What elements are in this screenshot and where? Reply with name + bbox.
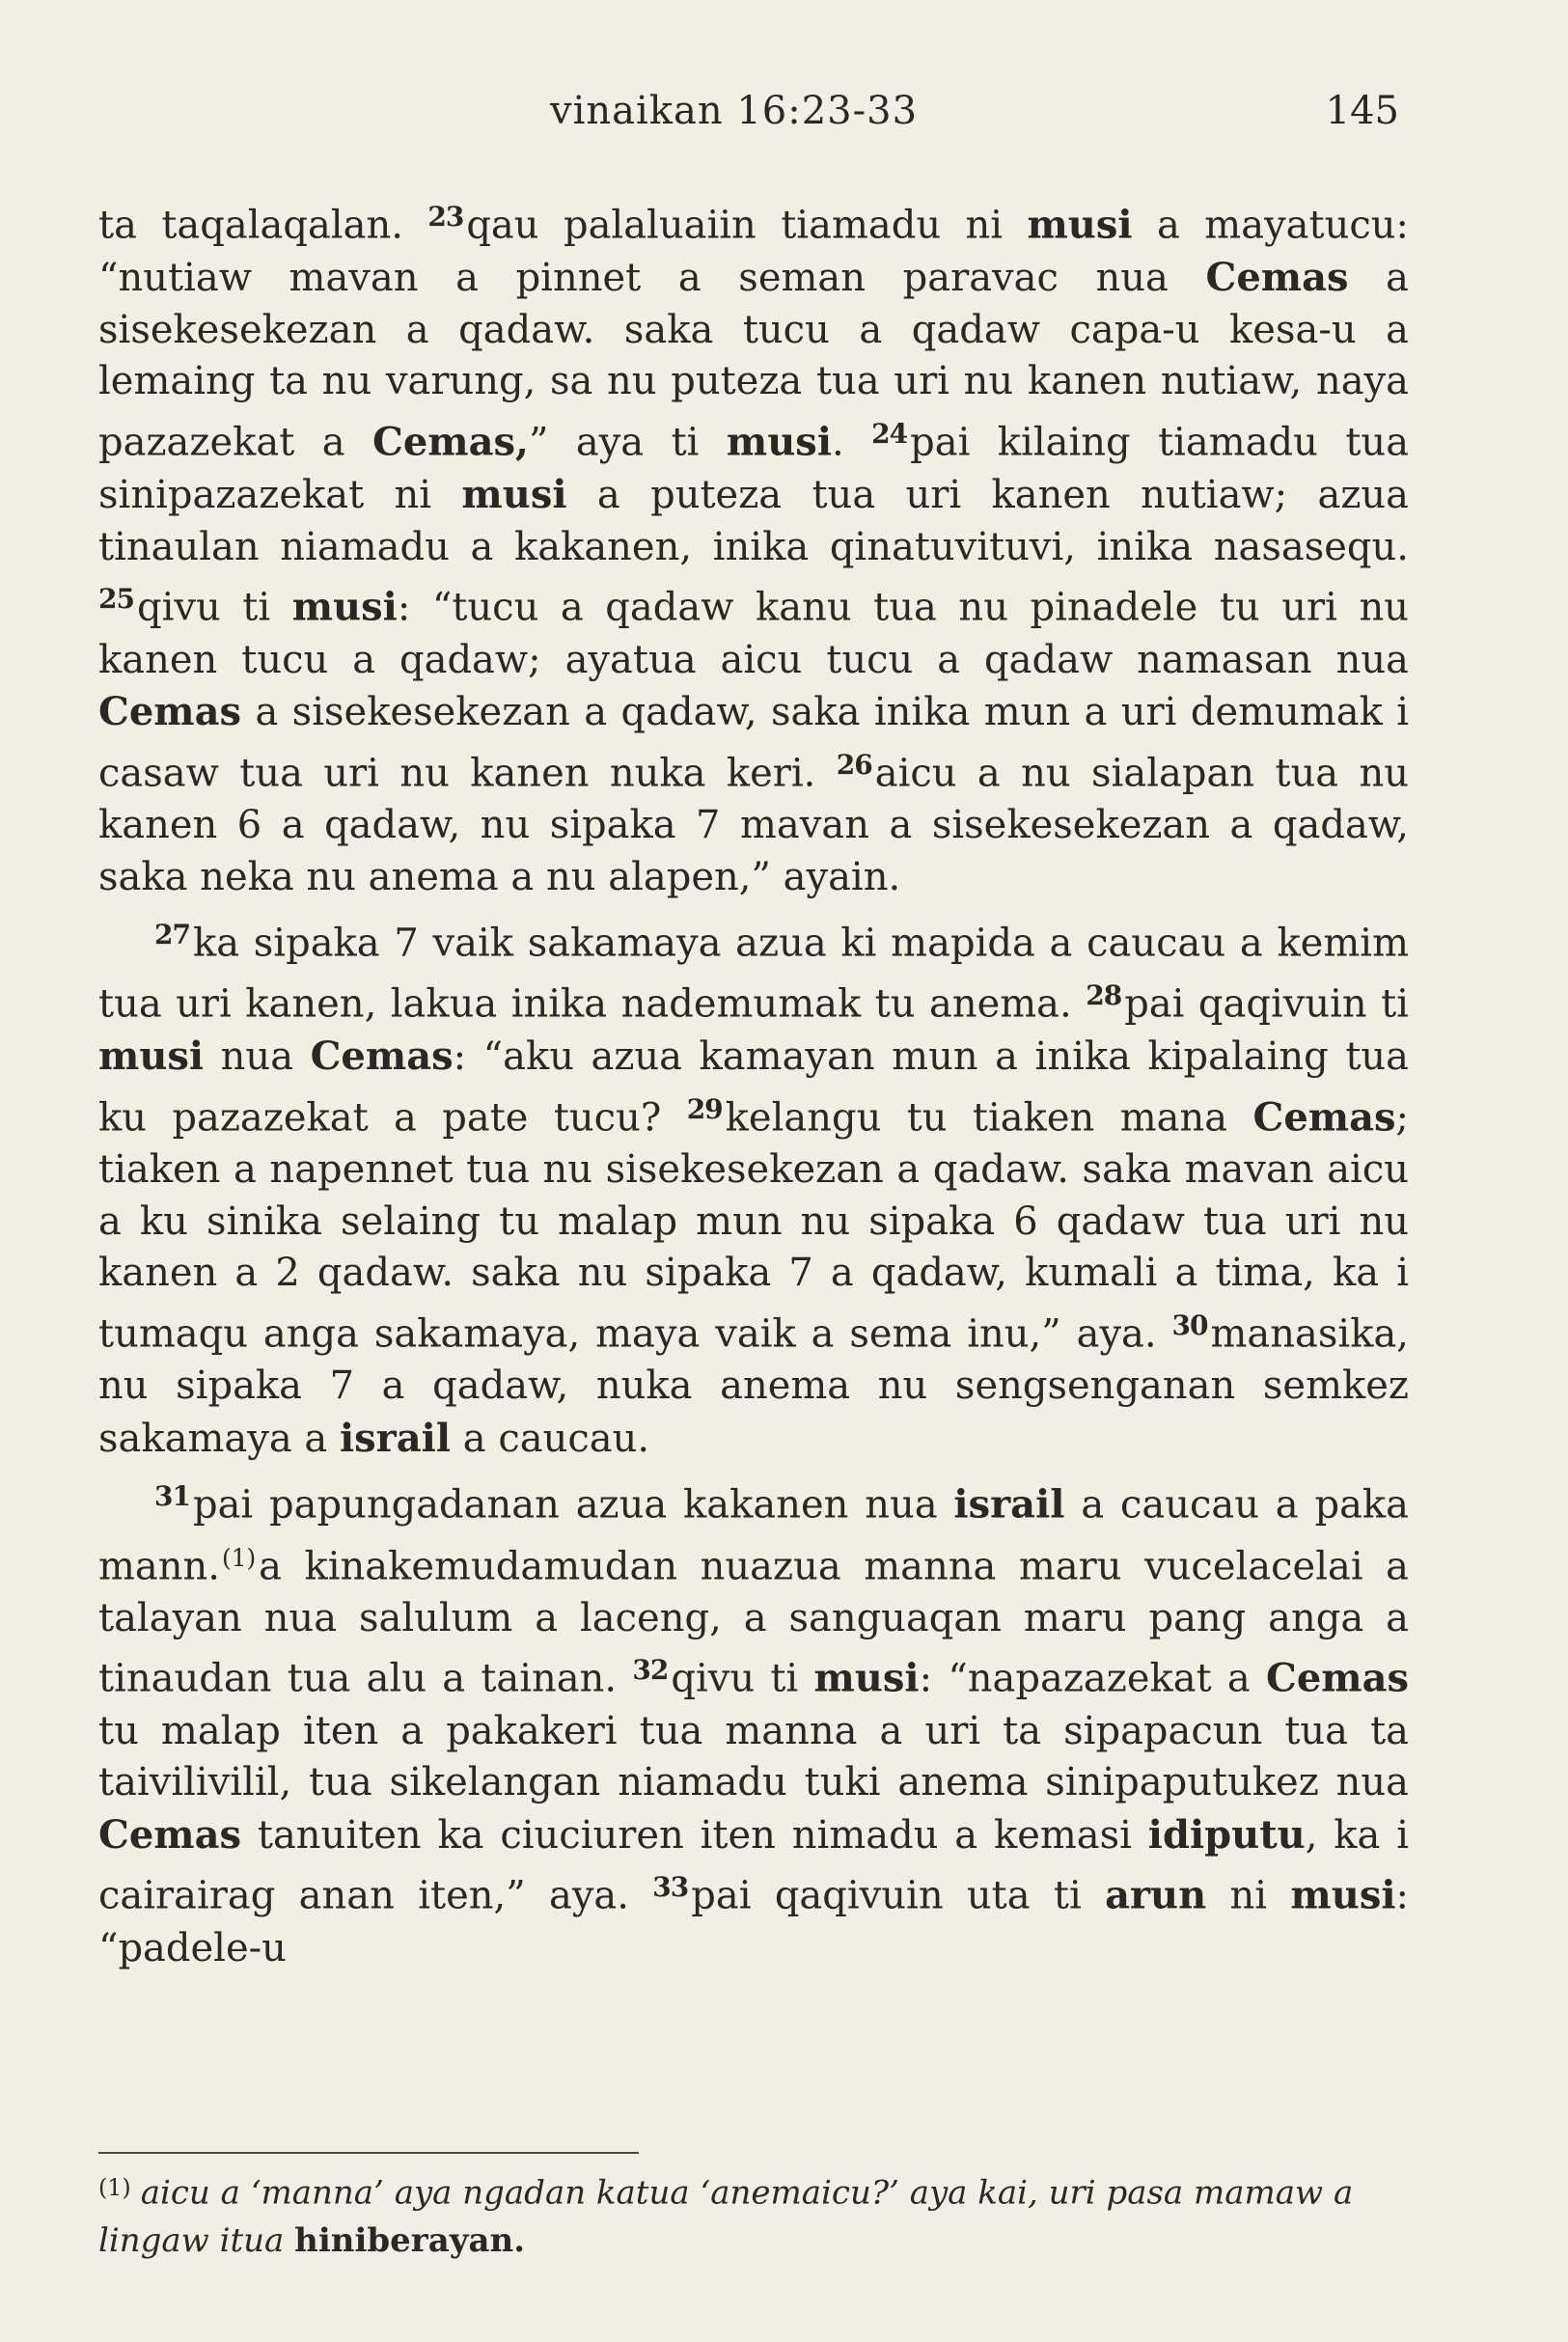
footnote-mark: (1)	[98, 2174, 131, 2201]
text-run: nua	[220, 1034, 294, 1080]
footnote-divider	[98, 2152, 639, 2154]
verse-number: 29	[686, 1093, 723, 1126]
bold-term: idiputu	[1147, 1811, 1306, 1858]
text-run: ka sipaka 7 vaik sakamaya azua ki mapida a caucau a kemim tua uri kanen, lakua inika nademumak tu anema.	[98, 921, 1409, 1027]
running-title: vinaikan 16:23-33	[550, 89, 919, 133]
verse-number: 23	[427, 201, 464, 233]
page-header	[0, 89, 1568, 147]
text-run: a sisekesekezan a qadaw. saka tucu a qadaw capa-u kesa-u a lemaing ta nu varung, sa nu puteza tua uri nu kanen nutiaw, naya pazazekat a	[98, 256, 1410, 465]
page-number: 145	[1325, 89, 1399, 133]
bold-term: musi	[1290, 1872, 1396, 1918]
text-run: a sisekesekezan a qadaw, saka inika mun a uri demumak i casaw tua uri nu kanen nuka keri.	[98, 690, 1409, 796]
main-text	[98, 191, 1409, 1980]
text-run: : “padele-u	[98, 1873, 1410, 1970]
bold-term: Cemas	[1252, 1094, 1396, 1141]
verse-number: 25	[98, 583, 134, 616]
text-run: qivu ti	[671, 1657, 799, 1701]
text-run: pai kilaing tiamadu tua sinipazazekat ni	[98, 420, 1410, 518]
bold-term: musi	[291, 584, 398, 630]
verse-number: 32	[632, 1654, 669, 1687]
text-run: aicu a nu sialapan tua nu kanen 6 a qadaw, nu sipaka 7 mavan a sisekesekezan a qadaw, saka neka nu anema a nu alapen,” ayain.	[98, 751, 1410, 899]
text-run: a caucau.	[462, 1416, 650, 1461]
text-run: ” aya ti	[528, 420, 700, 465]
footnote-reference[interactable]: (1)	[222, 1543, 257, 1572]
text-run: manasika, nu sipaka 7 a qadaw, nuka anema nu sengsenganan semkez sakamaya a	[98, 1311, 1410, 1461]
bold-term: musi	[1027, 202, 1133, 248]
bold-term: Cemas	[98, 689, 242, 735]
text-run: pai qaqivuin uta ti	[691, 1873, 1082, 1918]
verse-number: 31	[154, 1480, 190, 1513]
bold-term: israil	[339, 1415, 452, 1461]
text-run: ; tiaken a napennet tua nu sisekesekezan a qadaw. saka mavan aicu a ku sinika selaing tu malap mun nu sipaka 6 qadaw tua uri nu kanen a 2 qadaw. saka nu sipaka 7 a qadaw, kumali a tima, ka i tumaqu anga sakamaya, maya vaik a sema inu,” aya.	[98, 1095, 1410, 1357]
paragraph-3	[98, 1471, 1409, 1974]
verse-number: 30	[1171, 1309, 1208, 1342]
text-run: tanuiten ka ciuciuren iten nimadu a kemasi	[257, 1812, 1132, 1858]
text-run: , ka i cairairag anan iten,” aya.	[98, 1812, 1410, 1918]
text-run: : “tucu a qadaw kanu tua nu pinadele tu uri nu kanen tucu a qadaw; ayatua aicu tucu a qadaw namasan nua	[98, 585, 1409, 682]
text-run: a kinakemudamudan nuazua manna maru vucelacelai a talayan nua salulum a laceng, a sanguaqan maru pang anga a tinaudan tua alu a tainan.	[98, 1544, 1409, 1701]
bold-term: arun	[1105, 1872, 1207, 1918]
verse-number: 24	[871, 417, 908, 450]
text-run: qau palaluaiin tiamadu ni	[466, 203, 1004, 248]
verse-number: 27	[154, 919, 190, 951]
verse-number: 28	[1086, 979, 1122, 1012]
text-run: a puteza tua uri kanen nutiaw; azua tinaulan niamadu a kakanen, inika qinatuvituvi, inika nasasequ.	[98, 473, 1410, 569]
text-run: tu malap iten a pakakeri tua manna a uri ta sipapacun tua ta taivilivilil, tua sikelangan niamadu tuki anema sinipaputukez nua	[98, 1708, 1409, 1805]
bold-term: Cemas	[1205, 255, 1349, 301]
verse-number: 26	[836, 748, 872, 781]
bold-term: musi	[726, 419, 833, 465]
bold-term: Cemas,	[372, 419, 529, 465]
bold-term: musi	[461, 472, 567, 518]
verse-number: 33	[652, 1871, 689, 1904]
text-run: : “napazazekat a	[919, 1657, 1251, 1701]
paragraph-2	[98, 909, 1409, 1465]
bold-term: Cemas	[98, 1811, 242, 1858]
footnote-bold-term: hiniberayan.	[294, 2221, 526, 2261]
text-run: pai papungadanan azua kakanen nua	[192, 1483, 938, 1528]
text-run: a caucau a paka mann.	[98, 1483, 1409, 1589]
text-run: ni	[1229, 1873, 1268, 1918]
bold-term: Cemas	[310, 1033, 454, 1080]
footnote-text: aicu a ‘manna’ aya ngadan katua ‘anemaicu?’ aya kai, uri pasa mamaw a lingaw itua	[98, 2173, 1354, 2261]
footnote	[98, 2163, 1409, 2265]
bold-term: musi	[813, 1656, 920, 1701]
bold-term: israil	[953, 1482, 1065, 1528]
bold-term: Cemas	[1266, 1656, 1410, 1701]
text-run: qivu ti	[136, 585, 271, 630]
text-run: a mayatucu: “nutiaw mavan a pinnet a seman paravac nua	[98, 203, 1409, 301]
bold-term: musi	[98, 1033, 205, 1080]
text-run: ta taqalaqalan.	[98, 203, 403, 248]
text-run: .	[832, 420, 844, 465]
text-run: : “aku azua kamayan mun a inika kipalaing tua ku pazazekat a pate tucu?	[98, 1034, 1410, 1141]
paragraph-1	[98, 191, 1409, 903]
text-run: pai qaqivuin ti	[1124, 981, 1409, 1027]
text-run: kelangu tu tiaken mana	[725, 1095, 1228, 1141]
